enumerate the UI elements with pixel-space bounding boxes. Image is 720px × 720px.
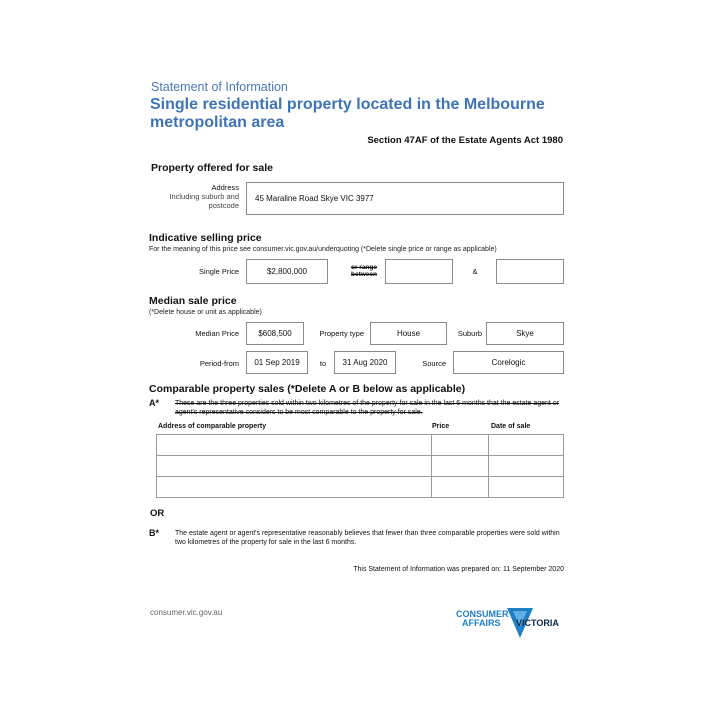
median-price-field: $608,500 (246, 322, 304, 345)
range-from-field (385, 259, 453, 284)
indicative-heading: Indicative selling price (149, 232, 262, 244)
consumer-affairs-victoria-logo (456, 608, 566, 642)
column-date: Date of sale (491, 423, 531, 430)
footer-url: consumer.vic.gov.au (150, 608, 223, 617)
table-row (157, 477, 564, 498)
table-cell (432, 456, 489, 477)
median-price-label: Median Price (195, 329, 239, 338)
single-price-label: Single Price (198, 267, 239, 276)
period-from-label: Period-from (199, 359, 239, 368)
option-b-marker: B* (149, 528, 160, 538)
table-cell (489, 477, 564, 498)
section-reference: Section 47AF of the Estate Agents Act 1980 (367, 135, 563, 146)
period-to-label: to (319, 359, 327, 368)
document-title: Single residential property located in the Melbourne metropolitan area (150, 96, 545, 131)
address-field: 45 Maraline Road Skye VIC 3977 (246, 182, 564, 215)
option-a-text: These are the three properties sold within two kilometres of the property for sale in the last 6 months that the estate agent or agent's representative considers to be most comparable to the property for sale. (175, 400, 560, 416)
address-label: Address (211, 183, 239, 192)
table-row (157, 435, 564, 456)
range-to-field (496, 259, 564, 284)
table-cell (157, 456, 432, 477)
table-row (157, 456, 564, 477)
table-cell (157, 435, 432, 456)
table-cell (157, 477, 432, 498)
median-heading: Median sale price (149, 295, 237, 307)
option-a-marker: A* (149, 398, 160, 408)
range-label-text: or range between (350, 264, 377, 278)
indicative-note: For the meaning of this price see consumer.vic.gov.au/underquoting (*Delete single price or range as applicable) (149, 246, 497, 253)
period-to-field: 31 Aug 2020 (334, 351, 396, 374)
address-sublabel: Including suburb and postcode (169, 192, 239, 210)
table-cell (432, 435, 489, 456)
column-price: Price (432, 423, 450, 430)
suburb-field: Skye (486, 322, 564, 345)
logo-affairs: AFFAIRS (462, 618, 501, 628)
comparable-heading: Comparable property sales (*Delete A or B below as applicable) (149, 383, 466, 395)
prepared-date: This Statement of Information was prepared on: 11 September 2020 (353, 566, 564, 573)
table-cell (432, 477, 489, 498)
range-ampersand: & (472, 267, 478, 276)
logo-victoria: VICTORIA (516, 618, 559, 628)
logo-consumer: CONSUMER (456, 609, 509, 619)
table-cell (489, 435, 564, 456)
property-type-label: Property type (319, 329, 364, 338)
source-label: Source (422, 359, 446, 368)
range-label (341, 264, 387, 278)
property-type-field: House (370, 322, 447, 345)
suburb-label: Suburb (457, 329, 482, 338)
comparable-table (156, 434, 564, 498)
period-from-field: 01 Sep 2019 (246, 351, 308, 374)
median-note: (*Delete house or unit as applicable) (149, 309, 262, 316)
single-price-field: $2,800,000 (246, 259, 328, 284)
column-address: Address of comparable property (158, 423, 267, 430)
table-cell (489, 456, 564, 477)
source-field: Corelogic (453, 351, 564, 374)
document-kicker: Statement of Information (151, 80, 288, 94)
property-heading: Property offered for sale (151, 162, 273, 174)
or-separator: OR (150, 508, 165, 519)
option-b-text: The estate agent or agent's representative reasonably believes that fewer than three comparable properties were sold within two kilometres of the property for sale in the last 6 months. (175, 530, 560, 546)
